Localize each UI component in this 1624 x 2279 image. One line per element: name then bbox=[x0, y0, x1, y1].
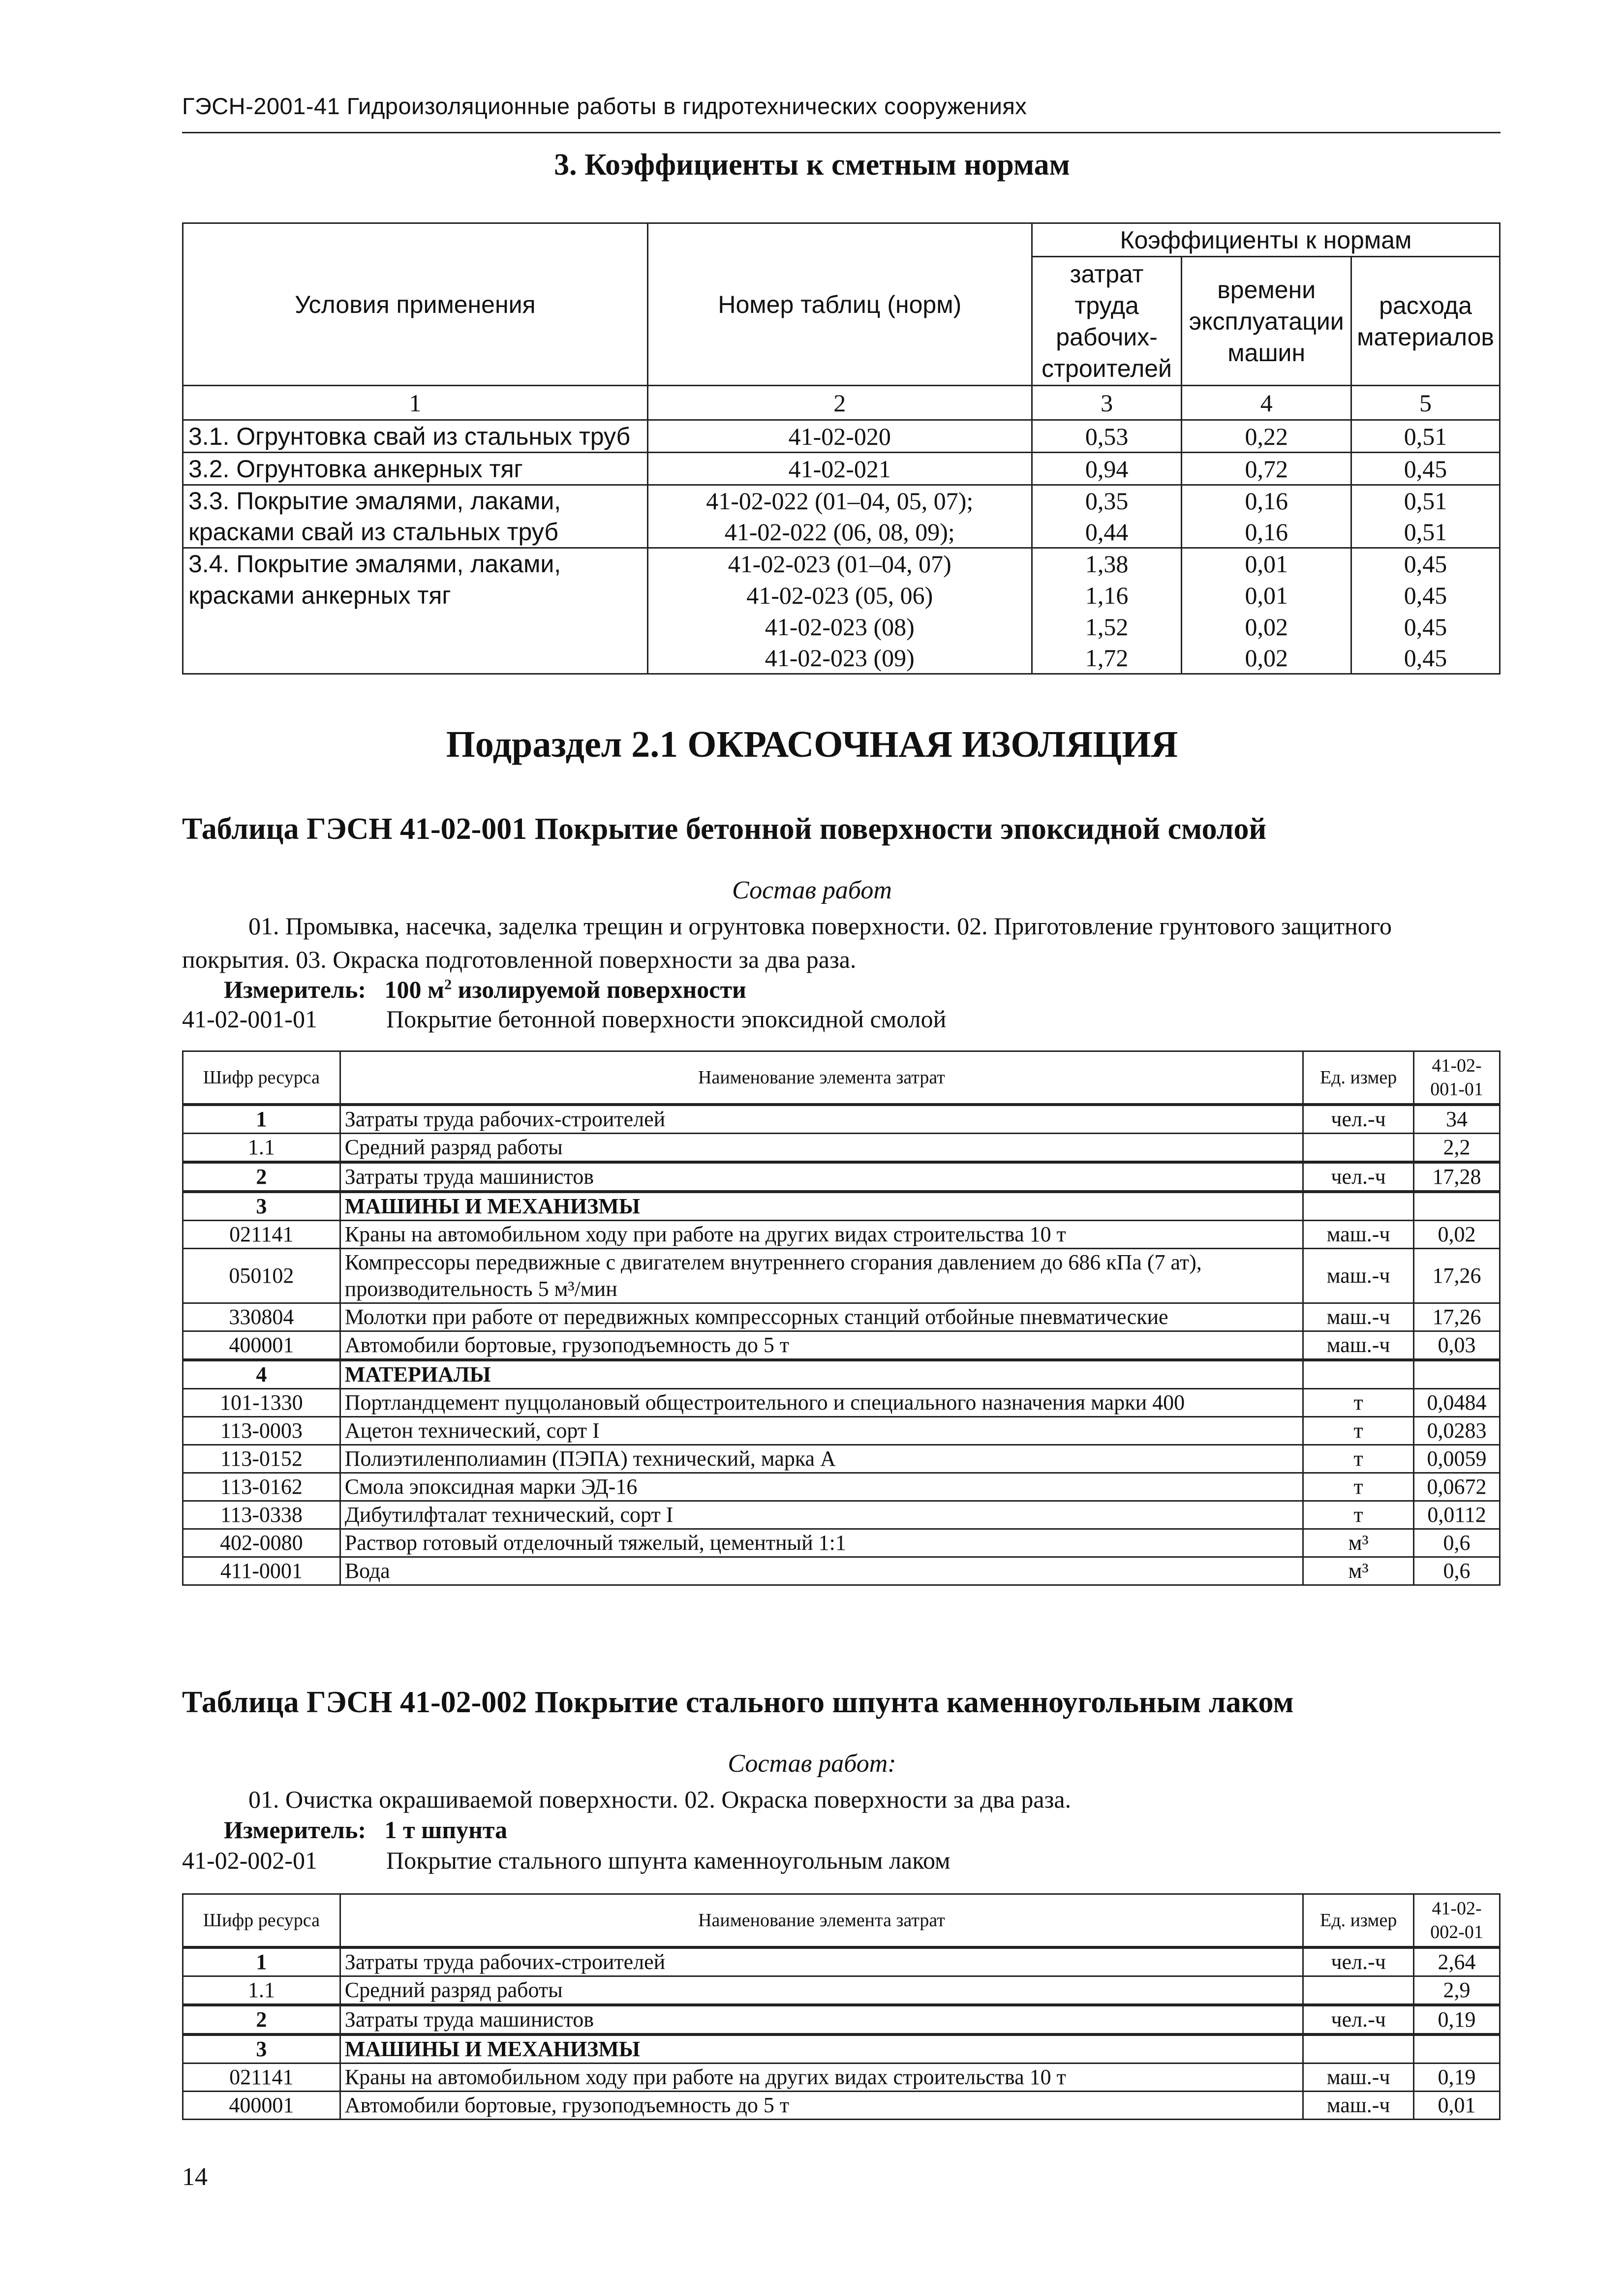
resource-unit: т bbox=[1303, 1388, 1414, 1417]
table-row bbox=[183, 1162, 1500, 1192]
coef-materials: 0,45 bbox=[1351, 453, 1500, 485]
table2-resources bbox=[182, 1893, 1501, 2120]
coef-cond: 3.2. Огрунтовка анкерных тяг bbox=[183, 453, 648, 485]
resource-value: 0,01 bbox=[1414, 2091, 1500, 2119]
table-row bbox=[183, 1192, 1500, 1221]
table-row bbox=[183, 1417, 1500, 1445]
table-row bbox=[183, 1220, 1500, 1248]
coef-machines: 0,02 bbox=[1182, 611, 1351, 643]
resource-value: 17,26 bbox=[1414, 1248, 1500, 1303]
coef-materials: 0,51 bbox=[1351, 420, 1500, 453]
resource-code: 113-0162 bbox=[183, 1473, 340, 1501]
izm-value: 1 т шпунта bbox=[384, 1816, 508, 1844]
table-row bbox=[183, 2063, 1500, 2091]
coef-labor: 0,44 bbox=[1032, 517, 1181, 548]
resource-unit bbox=[1303, 1192, 1414, 1221]
resource-name: Полиэтиленполиамин (ПЭПА) технический, марка А bbox=[340, 1445, 1303, 1473]
head-unit: Ед. измер bbox=[1303, 1051, 1414, 1105]
resource-name: Раствор готовый отделочный тяжелый, цементный 1:1 bbox=[340, 1529, 1303, 1557]
coef-tables: 41-02-021 bbox=[647, 453, 1032, 485]
resource-unit bbox=[1303, 2034, 1414, 2063]
coef-machines: 0,16 bbox=[1182, 517, 1351, 548]
resource-name: Смола эпоксидная марки ЭД-16 bbox=[340, 1473, 1303, 1501]
coef-table bbox=[182, 222, 1501, 675]
resource-unit bbox=[1303, 1976, 1414, 2005]
coef-cond: красками анкерных тяг bbox=[183, 580, 648, 611]
resource-name: Краны на автомобильном ходу при работе на других видах строительства 10 т bbox=[340, 2063, 1303, 2091]
coef-materials: 0,45 bbox=[1351, 611, 1500, 643]
coef-tables: 41-02-022 (01–04, 05, 07); bbox=[647, 485, 1032, 517]
header-rule bbox=[182, 132, 1501, 133]
resource-unit: т bbox=[1303, 1417, 1414, 1445]
coef-machines: 0,02 bbox=[1182, 643, 1351, 674]
coef-labor: 0,94 bbox=[1032, 453, 1181, 485]
resource-name: МАТЕРИАЛЫ bbox=[340, 1360, 1303, 1389]
coef-num: 5 bbox=[1351, 386, 1500, 420]
coef-num: 1 bbox=[183, 386, 648, 420]
resource-code: 113-0003 bbox=[183, 1417, 340, 1445]
subsection-title: Подраздел 2.1 ОКРАСОЧНАЯ ИЗОЛЯЦИЯ bbox=[446, 724, 1178, 765]
coef-cond bbox=[183, 611, 648, 643]
resource-code: 400001 bbox=[183, 2091, 340, 2119]
resource-value: 0,6 bbox=[1414, 1529, 1500, 1557]
coef-cond: 3.1. Огрунтовка свай из стальных труб bbox=[183, 420, 648, 453]
resource-value: 2,9 bbox=[1414, 1976, 1500, 2005]
resource-name: МАШИНЫ И МЕХАНИЗМЫ bbox=[340, 1192, 1303, 1221]
resource-value: 17,26 bbox=[1414, 1303, 1500, 1331]
table-row bbox=[183, 1105, 1500, 1134]
table-row bbox=[183, 1445, 1500, 1473]
coef-labor: 1,52 bbox=[1032, 611, 1181, 643]
coef-section-title: 3. Коэффициенты к сметным нормам bbox=[554, 148, 1070, 182]
resource-code: 3 bbox=[183, 1192, 340, 1221]
resource-name: Затраты труда рабочих-строителей bbox=[340, 1947, 1303, 1976]
norm-name: Покрытие стального шпунта каменноугольным лаком bbox=[386, 1847, 950, 1874]
coef-num: 2 bbox=[647, 386, 1032, 420]
resource-code: 3 bbox=[183, 2034, 340, 2063]
resource-value: 2,2 bbox=[1414, 1133, 1500, 1162]
head-unit: Ед. измер bbox=[1303, 1894, 1414, 1947]
table1-resources bbox=[182, 1050, 1501, 1586]
resource-code: 2 bbox=[183, 2005, 340, 2034]
resource-value: 0,03 bbox=[1414, 1331, 1500, 1360]
head-value: 41-02-002-01 bbox=[1414, 1894, 1500, 1947]
coef-machines: 0,01 bbox=[1182, 580, 1351, 611]
resource-code: 021141 bbox=[183, 2063, 340, 2091]
table-row bbox=[183, 1331, 1500, 1360]
resource-code: 1 bbox=[183, 1947, 340, 1976]
resource-code: 021141 bbox=[183, 1220, 340, 1248]
coef-col-materials: расхода материалов bbox=[1351, 257, 1500, 386]
izm-label: Измеритель: bbox=[224, 1816, 367, 1844]
coef-col-tables: Номер таблиц (норм) bbox=[647, 223, 1032, 386]
resource-unit: м³ bbox=[1303, 1557, 1414, 1585]
resource-unit bbox=[1303, 1360, 1414, 1389]
coef-row bbox=[183, 453, 1500, 485]
table1-code-line bbox=[182, 1005, 946, 1033]
resource-value: 34 bbox=[1414, 1105, 1500, 1134]
coef-row bbox=[183, 611, 1500, 643]
resource-name: МАШИНЫ И МЕХАНИЗМЫ bbox=[340, 2034, 1303, 2063]
coef-tables: 41-02-023 (09) bbox=[647, 643, 1032, 674]
norm-code: 41-02-002-01 bbox=[182, 1847, 317, 1874]
resource-unit: чел.-ч bbox=[1303, 1947, 1414, 1976]
coef-machines: 0,22 bbox=[1182, 420, 1351, 453]
table1-title: Таблица ГЭСН 41-02-001 Покрытие бетонной поверхности эпоксидной смолой bbox=[182, 812, 1267, 846]
table2-sostav: Состав работ: bbox=[728, 1750, 896, 1778]
resource-code: 2 bbox=[183, 1162, 340, 1192]
coef-col-machines: времени эксплуатации машин bbox=[1182, 257, 1351, 386]
coef-machines: 0,01 bbox=[1182, 548, 1351, 580]
coef-labor: 1,16 bbox=[1032, 580, 1181, 611]
coef-row bbox=[183, 517, 1500, 548]
resource-name: Средний разряд работы bbox=[340, 1133, 1303, 1162]
resource-value: 0,19 bbox=[1414, 2063, 1500, 2091]
table-row bbox=[183, 1303, 1500, 1331]
resource-value: 0,19 bbox=[1414, 2005, 1500, 2034]
resource-code: 113-0152 bbox=[183, 1445, 340, 1473]
table-row bbox=[183, 1360, 1500, 1389]
table2-code-line bbox=[182, 1846, 950, 1875]
resource-unit: чел.-ч bbox=[1303, 1105, 1414, 1134]
coef-labor: 0,53 bbox=[1032, 420, 1181, 453]
resource-code: 101-1330 bbox=[183, 1388, 340, 1417]
coef-tables: 41-02-023 (08) bbox=[647, 611, 1032, 643]
coef-num: 4 bbox=[1182, 386, 1351, 420]
coef-machines: 0,72 bbox=[1182, 453, 1351, 485]
resource-code: 411-0001 bbox=[183, 1557, 340, 1585]
running-header: ГЭСН-2001-41 Гидроизоляционные работы в гидротехнических сооружениях bbox=[182, 93, 1027, 119]
table1-izmeritel bbox=[224, 975, 746, 1004]
resource-unit: маш.-ч bbox=[1303, 2091, 1414, 2119]
resource-unit: м³ bbox=[1303, 1529, 1414, 1557]
resource-unit: маш.-ч bbox=[1303, 1303, 1414, 1331]
resource-code: 1.1 bbox=[183, 1976, 340, 2005]
izm-value-b: изолируемой поверхности bbox=[452, 976, 746, 1003]
table-row bbox=[183, 1473, 1500, 1501]
coef-tables: 41-02-023 (01–04, 07) bbox=[647, 548, 1032, 580]
resource-code: 4 bbox=[183, 1360, 340, 1389]
resource-value: 0,0672 bbox=[1414, 1473, 1500, 1501]
table2-works: 01. Очистка окрашиваемой поверхности. 02. Окраска поверхности за два раза. bbox=[248, 1786, 1072, 1813]
coef-machines: 0,16 bbox=[1182, 485, 1351, 517]
norm-name: Покрытие бетонной поверхности эпоксидной смолой bbox=[386, 1005, 947, 1033]
resource-name: Затраты труда рабочих-строителей bbox=[340, 1105, 1303, 1134]
resource-name: Ацетон технический, сорт I bbox=[340, 1417, 1303, 1445]
table-row bbox=[183, 2091, 1500, 2119]
resource-value: 0,0059 bbox=[1414, 1445, 1500, 1473]
resource-value: 17,28 bbox=[1414, 1162, 1500, 1192]
resource-unit: маш.-ч bbox=[1303, 1248, 1414, 1303]
resource-unit: чел.-ч bbox=[1303, 1162, 1414, 1192]
resource-value: 2,64 bbox=[1414, 1947, 1500, 1976]
table-row bbox=[183, 1388, 1500, 1417]
coef-row bbox=[183, 485, 1500, 517]
resource-value: 0,6 bbox=[1414, 1557, 1500, 1585]
coef-labor: 1,38 bbox=[1032, 548, 1181, 580]
izm-value-a: 100 м bbox=[384, 976, 445, 1003]
resource-name: Портландцемент пуццолановый общестроительного и специального назначения марки 400 bbox=[340, 1388, 1303, 1417]
resource-code: 400001 bbox=[183, 1331, 340, 1360]
resource-unit: т bbox=[1303, 1445, 1414, 1473]
resource-name: Автомобили бортовые, грузоподъемность до 5 т bbox=[340, 1331, 1303, 1360]
coef-materials: 0,45 bbox=[1351, 580, 1500, 611]
table2-body bbox=[183, 1947, 1500, 2120]
resource-code: 050102 bbox=[183, 1248, 340, 1303]
coef-cond bbox=[183, 643, 648, 674]
coef-col-labor: затрат труда рабочих-строителей bbox=[1032, 257, 1181, 386]
table-row bbox=[183, 1557, 1500, 1585]
resource-value bbox=[1414, 1192, 1500, 1221]
resource-name: Вода bbox=[340, 1557, 1303, 1585]
table-row bbox=[183, 2034, 1500, 2063]
resource-code: 113-0338 bbox=[183, 1501, 340, 1529]
coef-col-conditions: Условия применения bbox=[183, 223, 648, 386]
head-code: Шифр ресурса bbox=[183, 1051, 340, 1105]
table-row bbox=[183, 1501, 1500, 1529]
coef-row bbox=[183, 420, 1500, 453]
table-row bbox=[183, 1976, 1500, 2005]
resource-code: 402-0080 bbox=[183, 1529, 340, 1557]
coef-num: 3 bbox=[1032, 386, 1181, 420]
resource-value: 0,02 bbox=[1414, 1220, 1500, 1248]
resource-name: Дибутилфталат технический, сорт I bbox=[340, 1501, 1303, 1529]
resource-code: 330804 bbox=[183, 1303, 340, 1331]
table-row bbox=[183, 1133, 1500, 1162]
table2-izmeritel bbox=[224, 1816, 507, 1844]
resource-name: Автомобили бортовые, грузоподъемность до 5 т bbox=[340, 2091, 1303, 2119]
table-row bbox=[183, 2005, 1500, 2034]
coef-row bbox=[183, 548, 1500, 580]
resource-unit: т bbox=[1303, 1501, 1414, 1529]
resource-unit: маш.-ч bbox=[1303, 1331, 1414, 1360]
resource-value bbox=[1414, 2034, 1500, 2063]
head-name: Наименование элемента затрат bbox=[340, 1051, 1303, 1105]
table1-sostav: Состав работ bbox=[732, 876, 892, 904]
coef-materials: 0,51 bbox=[1351, 517, 1500, 548]
izm-sup: 2 bbox=[444, 976, 452, 993]
norm-code: 41-02-001-01 bbox=[182, 1005, 317, 1033]
coef-tables: 41-02-020 bbox=[647, 420, 1032, 453]
coef-row bbox=[183, 643, 1500, 674]
resource-name: Средний разряд работы bbox=[340, 1976, 1303, 2005]
resource-value: 0,0112 bbox=[1414, 1501, 1500, 1529]
table2-title: Таблица ГЭСН 41-02-002 Покрытие стального шпунта каменноугольным лаком bbox=[182, 1686, 1294, 1719]
resource-name: Краны на автомобильном ходу при работе на других видах строительства 10 т bbox=[340, 1220, 1303, 1248]
resource-value: 0,0283 bbox=[1414, 1417, 1500, 1445]
coef-labor: 1,72 bbox=[1032, 643, 1181, 674]
coef-tables: 41-02-023 (05, 06) bbox=[647, 580, 1032, 611]
table-row bbox=[183, 1529, 1500, 1557]
page-number: 14 bbox=[182, 2163, 208, 2191]
resource-name: Молотки при работе от передвижных компрессорных станций отбойные пневматические bbox=[340, 1303, 1303, 1331]
table1-works: 01. Промывка, насечка, заделка трещин и огрунтовка поверхности. 02. Приготовление грунтового защитного покрытия. 03. Окраска подготовленной поверхности за два раза. bbox=[182, 912, 1392, 973]
head-value: 41-02-001-01 bbox=[1414, 1051, 1500, 1105]
resource-code: 1 bbox=[183, 1105, 340, 1134]
coef-materials: 0,45 bbox=[1351, 643, 1500, 674]
resource-name: Компрессоры передвижные с двигателем внутреннего сгорания давлением до 686 кПа (7 ат), производительность 5 м³/мин bbox=[340, 1248, 1303, 1303]
coef-row bbox=[183, 580, 1500, 611]
izm-label: Измеритель: bbox=[224, 976, 367, 1003]
coef-col-group: Коэффициенты к нормам bbox=[1032, 223, 1500, 257]
table-row bbox=[183, 1248, 1500, 1303]
coef-cond: 3.3. Покрытие эмалями, лаками, bbox=[183, 485, 648, 517]
coef-tables: 41-02-022 (06, 08, 09); bbox=[647, 517, 1032, 548]
table-row bbox=[183, 1947, 1500, 1976]
resource-code: 1.1 bbox=[183, 1133, 340, 1162]
resource-unit: т bbox=[1303, 1473, 1414, 1501]
head-name: Наименование элемента затрат bbox=[340, 1894, 1303, 1947]
resource-unit: маш.-ч bbox=[1303, 1220, 1414, 1248]
coef-cond: 3.4. Покрытие эмалями, лаками, bbox=[183, 548, 648, 580]
resource-name: Затраты труда машинистов bbox=[340, 1162, 1303, 1192]
resource-unit: маш.-ч bbox=[1303, 2063, 1414, 2091]
coef-cond: красками свай из стальных труб bbox=[183, 517, 648, 548]
resource-unit bbox=[1303, 1133, 1414, 1162]
resource-value: 0,0484 bbox=[1414, 1388, 1500, 1417]
coef-labor: 0,35 bbox=[1032, 485, 1181, 517]
head-code: Шифр ресурса bbox=[183, 1894, 340, 1947]
coef-materials: 0,45 bbox=[1351, 548, 1500, 580]
resource-value bbox=[1414, 1360, 1500, 1389]
table1-body bbox=[183, 1105, 1500, 1585]
resource-unit: чел.-ч bbox=[1303, 2005, 1414, 2034]
coef-materials: 0,51 bbox=[1351, 485, 1500, 517]
resource-name: Затраты труда машинистов bbox=[340, 2005, 1303, 2034]
